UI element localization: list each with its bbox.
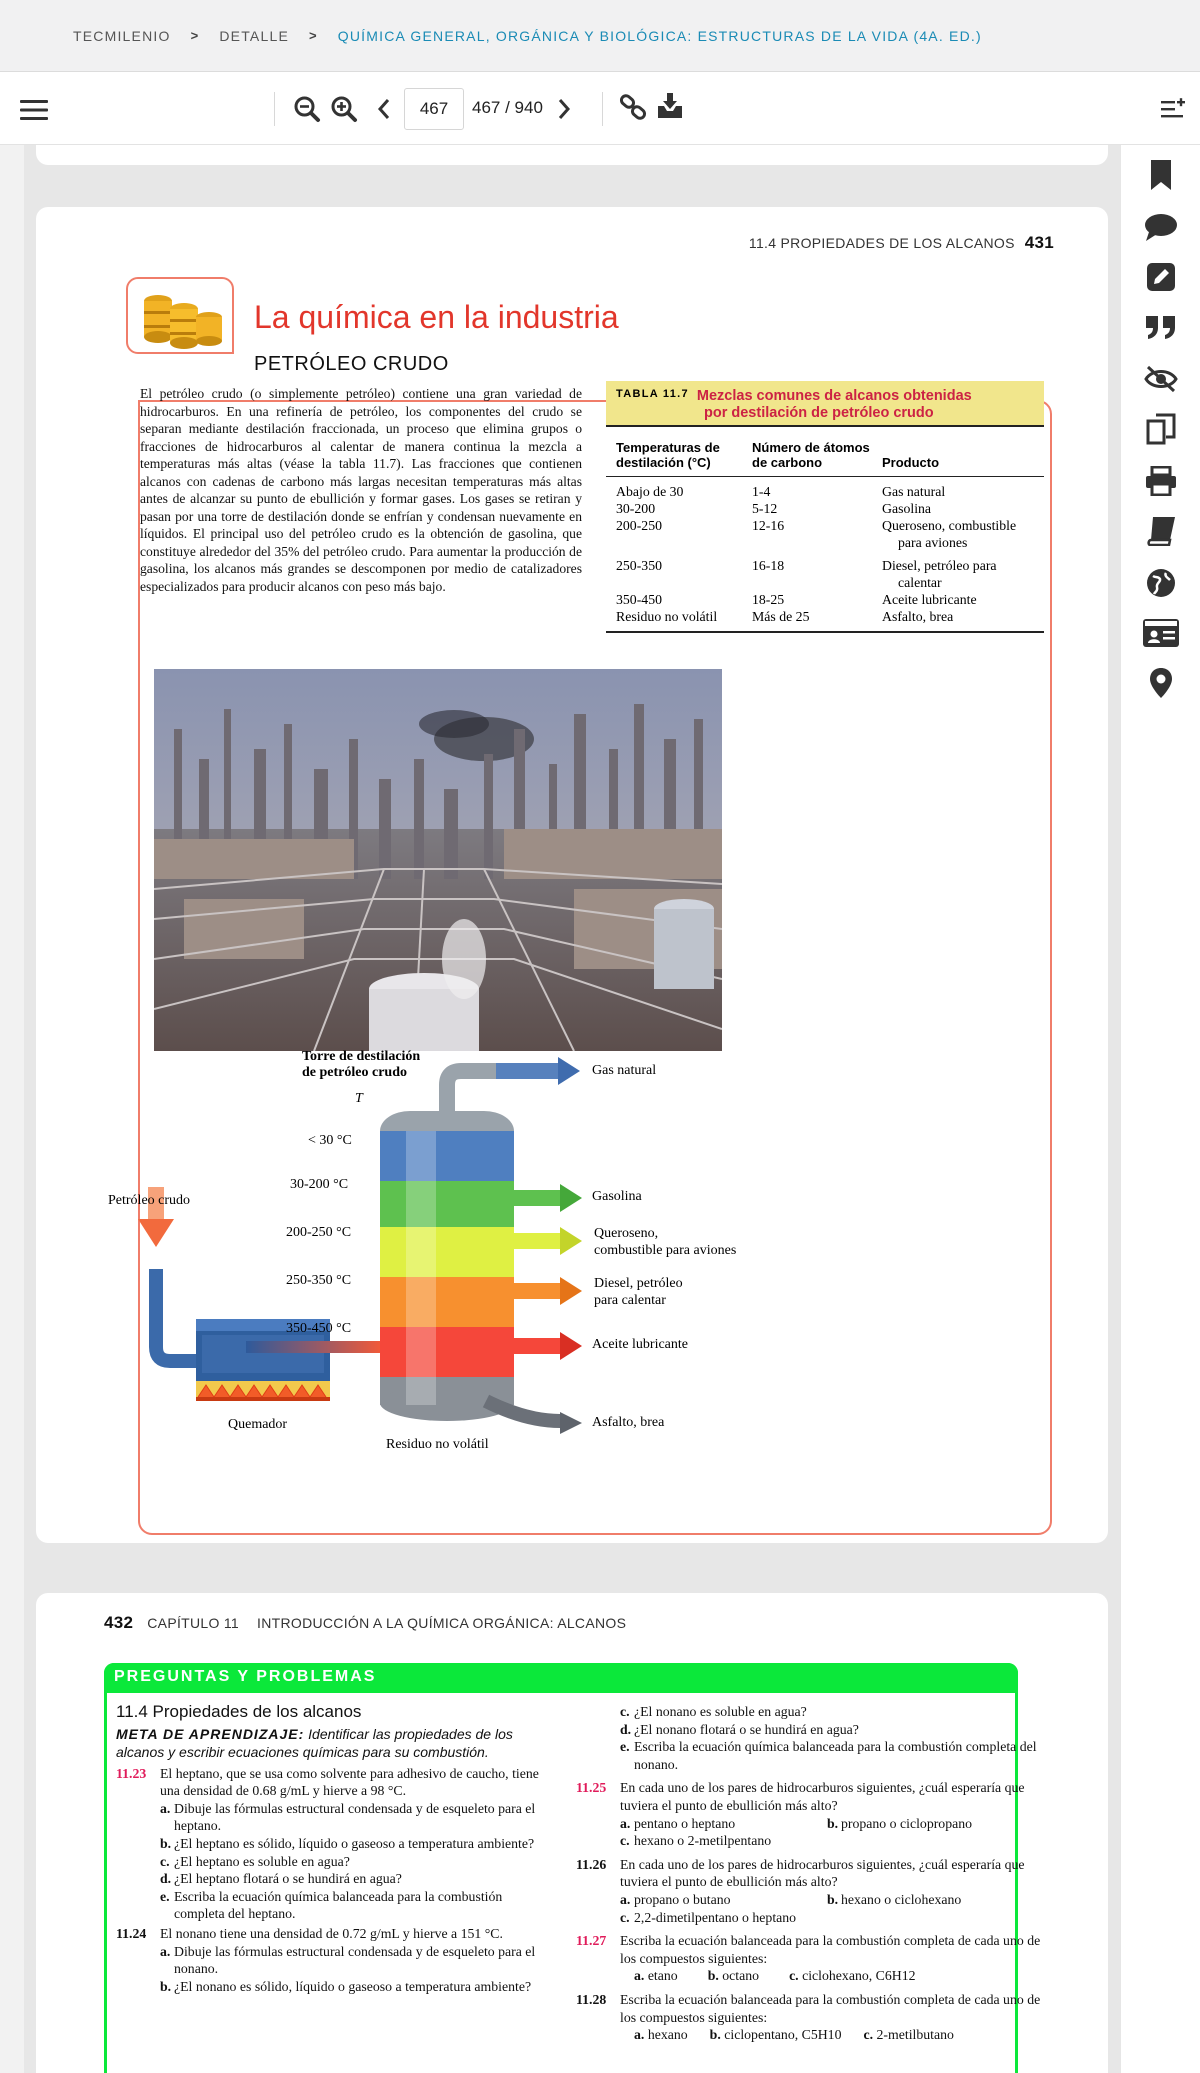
problem-11-24 [116, 1925, 548, 1943]
problem-11-25 [576, 1779, 1048, 1814]
table-cell: Residuo no volátil [616, 609, 718, 624]
problem-part-text: 2,2-dimetilpentano o heptano [634, 1909, 797, 1925]
problem-part-text: Dibuje las fórmulas estructural condensada y de esqueleto para el heptano. [174, 1800, 536, 1834]
col-header-product: Producto [882, 455, 940, 470]
table-cell-continued: calentar [898, 575, 942, 590]
product-label: Gas natural [592, 1063, 657, 1078]
temp-label: 200-250 °C [286, 1225, 352, 1240]
temp-label: 350-450 °C [286, 1321, 352, 1336]
problem-text: Escriba la ecuación balanceada para la combustión completa de cada uno de los compuestos siguientes: [620, 1933, 1041, 1966]
link-icon[interactable] [618, 92, 648, 122]
toolbar-divider [274, 92, 275, 126]
hide-icon[interactable] [1141, 359, 1181, 399]
page-number: 432 [104, 1613, 134, 1632]
table-row [606, 517, 1044, 551]
table-cell: 1-4 [752, 484, 771, 499]
section-heading: 11.4 PROPIEDADES DE LOS ALCANOS [748, 235, 1015, 251]
reader-toolbar [0, 72, 1200, 145]
diagram-title [302, 1049, 420, 1081]
problem-parts-row: a. propano o butano b. hexano o ciclohexano [620, 1891, 962, 1907]
problem-11-23 [116, 1765, 548, 1800]
residue-label: Residuo no volátil [386, 1437, 489, 1452]
table-cell: 30-200 [616, 501, 656, 516]
table-label: TABLA 11.7 [616, 388, 689, 400]
feature-body-text: El petróleo crudo (o simplemente petróleo) contiene una gran variedad de hidrocarburos. En una refinería de petróleo, los componentes del crudo se separan mediante destilación fraccionada, un proceso que elimina grupos o fracciones de hidrocarburos al calentar de manera continua la mezcla a temperaturas más altas (véase la tabla 11.7). Las fracciones que contienen alcanos con cadenas de carbono más largas necesitan temperaturas más altas antes de alcanzar su punto de ebullición y formar gases. Los gases se retiran y pasan por una torre de destilación donde se enfrían y condensan nuevamente en líquidos. El principal uso del petróleo crudo es la obtención de gasolina, que constituye alrededor del 35% del petróleo crudo. Para aumentar la producción de gasolina, los alcanos más grandes se descomponen por medio de catalizadores especializados para producir alcanos con peso más bajo. [140, 386, 582, 594]
table-cell: Asfalto, brea [882, 609, 954, 624]
table-caption-line2: por destilación de petróleo crudo [704, 405, 934, 421]
table-cell: 16-18 [752, 558, 785, 573]
book-icon[interactable] [1141, 511, 1181, 551]
problem-part: c. ¿El nonano es soluble en agua? [620, 1704, 807, 1719]
document-viewer[interactable] [24, 145, 1120, 2073]
problem-parts-row: a. etano b. octano c. ciclohexano, C6H12 [634, 1968, 916, 1984]
product-label-line1: Diesel, petróleo [594, 1276, 683, 1291]
page-432 [36, 1593, 1108, 2073]
problem-part-text: ciclopentano, C5H10 [724, 2027, 842, 2043]
col-header-temp-2: destilación (°C) [616, 455, 711, 470]
product-label [594, 1225, 736, 1259]
problem-part-text: etano [647, 1968, 678, 1984]
problem-11-28 [576, 1991, 1048, 2026]
problems-right-column [576, 1703, 1048, 2044]
chevron-right-icon[interactable] [554, 96, 574, 122]
location-pin-icon[interactable] [1141, 663, 1181, 703]
problem-part-text: ¿El nonano es sólido, líquido o gaseoso a temperatura ambiente? [174, 1978, 532, 1994]
problem-part-text: hexano [647, 2027, 688, 2043]
table-cell: Aceite lubricante [882, 592, 977, 607]
right-sidebar [1120, 145, 1200, 2073]
problem-part: c. 2,2-dimetilpentano o heptano [620, 1909, 797, 1925]
problem-number: 11.25 [576, 1780, 607, 1796]
product-label: Aceite lubricante [592, 1337, 689, 1352]
learning-goal-text: Identificar las propiedades de los alcanos y escribir ecuaciones químicas para su combustión. [116, 1725, 513, 1760]
problem-part-text: ¿El nonano es soluble en agua? [634, 1704, 807, 1719]
table-row [606, 591, 1044, 608]
problem-text: El heptano, que se usa como solvente para adhesivo de caucho, tiene una densidad de 0.68 g/mL y hierve a 98 °C. [160, 1765, 539, 1799]
crude-oil-label: Petróleo crudo [108, 1193, 191, 1208]
toolbar-divider [602, 92, 603, 126]
table-row [606, 557, 1044, 591]
pencil-icon[interactable] [1141, 257, 1181, 297]
problem-part: b. ¿El heptano es sólido, líquido o gaseoso a temperatura ambiente? [160, 1835, 535, 1851]
table-cell: 5-12 [752, 501, 778, 516]
problem-part-text: ciclohexano, C6H12 [802, 1968, 916, 1984]
problems-banner: PREGUNTAS Y PROBLEMAS [104, 1663, 1018, 1693]
table-cell-continued: para aviones [898, 535, 968, 550]
page-431 [36, 207, 1108, 1543]
table-cell: 12-16 [752, 518, 785, 533]
problem-part: a. Dibuje las fórmulas estructural condensada y de esqueleto para el nonano. [160, 1943, 536, 1977]
col-header-temp: Temperaturas de [616, 440, 720, 455]
table-bottom-rule [606, 625, 1044, 633]
table-cell: Gas natural [882, 484, 946, 499]
copy-icon[interactable] [1141, 409, 1181, 449]
table-cell: Abajo de 30 [616, 484, 684, 499]
problem-part-text: hexano o 2-metilpentano [634, 1833, 772, 1849]
page-number-input[interactable] [404, 88, 464, 130]
table-row [606, 500, 1044, 517]
breadcrumb-separator: > [308, 28, 318, 43]
page-number: 431 [1024, 233, 1054, 252]
problem-part: b. ¿El nonano es sólido, líquido o gaseoso a temperatura ambiente? [160, 1978, 532, 1994]
diagram-title-line1: Torre de destilación [302, 1049, 421, 1064]
problem-part-text: Dibuje las fórmulas estructural condensada y de esqueleto para el nonano. [174, 1943, 536, 1977]
product-label-line2: para calentar [594, 1293, 666, 1308]
table-cell: 250-350 [616, 558, 662, 573]
table-column-headers [606, 427, 1044, 477]
problem-part: a. Dibuje las fórmulas estructural condensada y de esqueleto para el heptano. [160, 1800, 536, 1834]
previous-page [36, 145, 1108, 165]
hamburger-icon[interactable] [18, 94, 50, 126]
temperature-axis-label: T [355, 1091, 363, 1106]
problems-section-title: 11.4 Propiedades de los alcanos [116, 1702, 362, 1721]
col-header-carbons-2: de carbono [752, 455, 823, 470]
table-row [606, 608, 1044, 625]
problem-text: El nonano tiene una densidad de 0.72 g/mL y hierve a 151 °C. [160, 1925, 503, 1941]
page-count: 467 / 940 [472, 98, 543, 117]
problem-part-text: octano [722, 1968, 760, 1984]
problem-part-text: ¿El nonano flotará o se hundirá en agua? [634, 1721, 859, 1737]
refinery-photo [154, 669, 722, 1051]
table-row [606, 483, 1044, 500]
temp-label: 30-200 °C [290, 1177, 349, 1192]
problem-part: c. ¿El heptano es soluble en agua? [160, 1853, 350, 1869]
table-cell: Más de 25 [752, 609, 810, 624]
problem-text: En cada uno de los pares de hidrocarburos siguientes, ¿cuál esperaría que tuviera el punto de ebullición más alto? [620, 1856, 1025, 1890]
problem-part-text: Escriba la ecuación química balanceada para la combustión completa del heptano. [174, 1888, 503, 1922]
problem-number: 11.27 [576, 1933, 607, 1949]
problem-number: 11.24 [116, 1925, 147, 1941]
breadcrumb-item-tecmilenio[interactable]: TECMILENIO [73, 27, 171, 44]
problem-number: 11.28 [576, 1991, 607, 2007]
problem-part-text: pentano o heptano [634, 1815, 736, 1831]
product-label: Gasolina [592, 1189, 642, 1204]
table-cell: Queroseno, combustible [882, 518, 1017, 533]
chapter-title: INTRODUCCIÓN A LA QUÍMICA ORGÁNICA: ALCANOS [257, 1615, 627, 1631]
problem-parts-row: a. pentano o heptano b. propano o ciclopropano [620, 1815, 973, 1831]
feature-box-title: La química en la industria [254, 299, 619, 335]
table-cell: Diesel, petróleo para [882, 558, 997, 573]
table-cell: 18-25 [752, 592, 785, 607]
learning-goal-label: META DE APRENDIZAJE: [116, 1725, 305, 1742]
table-header [606, 381, 1044, 427]
breadcrumb-item-detalle[interactable]: DETALLE [219, 27, 289, 44]
globe-icon[interactable] [1141, 563, 1181, 603]
zoom-out-icon[interactable] [292, 94, 322, 124]
table-cell: 350-450 [616, 592, 662, 607]
problem-part-text: propano o ciclopropano [841, 1815, 973, 1831]
chapter-number: CAPÍTULO 11 [147, 1615, 240, 1631]
problem-part-text: propano o butano [634, 1891, 731, 1907]
problem-text: En cada uno de los pares de hidrocarburos siguientes, ¿cuál esperaría que tuviera el punto de ebullición más alto? [620, 1780, 1025, 1813]
problem-11-27 [576, 1932, 1048, 1967]
product-label: Asfalto, brea [592, 1415, 665, 1430]
problem-part-text: ¿El heptano es soluble en agua? [174, 1853, 350, 1869]
product-label-line2: combustible para aviones [594, 1243, 737, 1258]
problem-part-text: ¿El heptano flotará o se hundirá en agua? [174, 1871, 402, 1887]
id-card-icon[interactable] [1141, 613, 1181, 653]
table-11-7 [606, 381, 1044, 633]
table-cell: Gasolina [882, 501, 932, 516]
col-header-carbons: Número de átomos [752, 440, 870, 455]
oil-barrels-icon [126, 277, 234, 354]
bookmark-icon[interactable] [1141, 155, 1181, 195]
problem-text: Escriba la ecuación balanceada para la combustión completa de cada uno de los compuestos siguientes: [620, 1991, 1041, 2025]
feature-box-subtitle: PETRÓLEO CRUDO [254, 353, 449, 375]
problem-11-26 [576, 1856, 1048, 1891]
product-label [594, 1275, 683, 1309]
breadcrumb [0, 0, 1200, 72]
breadcrumb-separator: > [190, 28, 200, 43]
diagram-title-line2: de petróleo crudo [302, 1065, 407, 1080]
running-head [104, 1613, 626, 1633]
problem-part: d. ¿El heptano flotará o se hundirá en agua? [160, 1871, 402, 1887]
learning-goal [116, 1725, 548, 1761]
problem-part: e. Escriba la ecuación química balanceada para la combustión completa del heptano. [160, 1888, 503, 1922]
distillation-tower-diagram [106, 1051, 806, 1467]
problem-part-text: hexano o ciclohexano [841, 1891, 962, 1907]
problem-number: 11.23 [116, 1765, 147, 1781]
problem-part-text: 2-metilbutano [876, 2027, 954, 2043]
chevron-left-icon[interactable] [374, 96, 394, 122]
problem-part: e. Escriba la ecuación química balanceada para la combustión completa del nonano. [620, 1739, 1037, 1772]
problem-part-text: ¿El heptano es sólido, líquido o gaseoso a temperatura ambiente? [174, 1835, 535, 1851]
list-plus-icon[interactable] [1158, 94, 1188, 124]
problem-parts-row: a. hexano b. ciclopentano, C5H10 c. 2-metilbutano [634, 2027, 954, 2043]
quote-icon[interactable] [1141, 307, 1181, 347]
problem-number: 11.26 [576, 1856, 607, 1872]
burner-label: Quemador [228, 1417, 288, 1432]
zoom-in-icon[interactable] [329, 94, 359, 124]
breadcrumb-current-book[interactable]: QUÍMICA GENERAL, ORGÁNICA Y BIOLÓGICA: ESTRUCTURAS DE LA VIDA (4A. ED.) [337, 27, 982, 44]
temp-label: < 30 °C [308, 1133, 352, 1148]
problem-part: d. ¿El nonano flotará o se hundirá en agua? [620, 1721, 859, 1737]
print-icon[interactable] [1141, 461, 1181, 501]
product-label-line1: Queroseno, [594, 1226, 659, 1241]
temp-label: 250-350 °C [286, 1273, 352, 1288]
download-icon[interactable] [654, 90, 686, 122]
running-head [749, 233, 1054, 253]
table-cell: 200-250 [616, 518, 662, 533]
problem-part: c. hexano o 2-metilpentano [620, 1833, 772, 1849]
problems-left-column [116, 1703, 548, 1995]
table-caption-line1: Mezclas comunes de alcanos obtenidas [696, 388, 972, 404]
comment-icon[interactable] [1141, 207, 1181, 247]
problem-part-text: Escriba la ecuación química balanceada para la combustión completa del nonano. [634, 1739, 1037, 1772]
